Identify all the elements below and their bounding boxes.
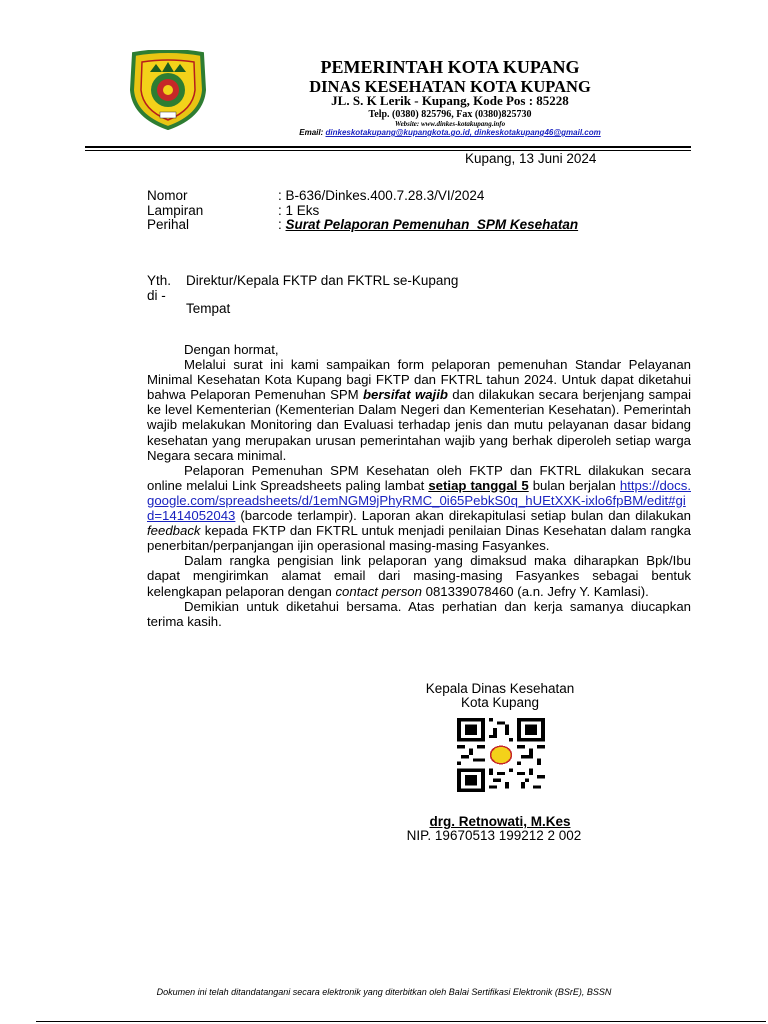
signer-name: drg. Retnowati, M.Kes [429,814,571,829]
perihal-value: : Surat Pelaporan Pemenuhan SPM Kesehatan [278,217,579,232]
agency-website: Website: www.dinkes-kotakupang.info [394,120,506,128]
letterhead-rule-thick [85,146,691,148]
lampiran-value: : 1 Eks [278,203,320,218]
agency-name: DINAS KESEHATAN KOTA KUPANG [309,77,591,96]
government-name: PEMERINTAH KOTA KUPANG [320,57,580,77]
signer-title-1: Kepala Dinas Kesehatan [425,681,575,696]
lampiran-label: Lampiran [147,203,204,218]
nomor-label: Nomor [147,188,188,203]
city-emblem-logo [126,50,210,130]
signer-nip: NIP. 19670513 199212 2 002 [406,828,582,843]
esign-footer-note: Dokumen ini telah ditandatangani secara elektronik yang diterbitkan oleh Balai Sertifikasi Elektronik (BSrE), BSSN [156,987,612,997]
paragraph-2: Pelaporan Pemenuhan SPM Kesehatan oleh FKTP dan FKTRL dilakukan secara online melalui Link Spreadsheets paling lambat setiap tanggal 5 bulan berjalan https://docs.google.com/spreadsheets/d/1emNGM9jPhyRMC_0i65PebkS0q_hUEtXXK-ixlo6fpBM/edit#gid=1414052043 (barcode terlampir). Laporan akan direkapitulasi setiap bulan dan dilakukan feedback kepada FKTP dan FKTRL untuk menjadi penilaian Dinas Kesehatan dalam rangka penerbitan/perpanjangan ijin operasional masing-masing Fasyankes. [147,462,691,554]
recipient-name: Direktur/Kepala FKTP dan FKTRL se-Kupang [186,273,459,288]
agency-phone: Telp. (0380) 825796, Fax (0380)825730 [368,109,532,120]
email-link[interactable]: dinkeskotakupang@kupangkota.go.id, dinkeskotakupang46@gmail.com [325,128,601,137]
perihal-subject: Surat Pelaporan Pemenuhan SPM Kesehatan [285,217,579,232]
recipient-place: Tempat [186,301,231,316]
signer-title-2: Kota Kupang [460,695,540,710]
perihal-label: Perihal [147,217,190,232]
greeting: Dengan hormat, [184,342,279,357]
agency-email: Email: dinkeskotakupang@kupangkota.go.id, dinkeskotakupang46@gmail.com [299,128,601,137]
signature-qr-code [457,718,545,792]
nomor-value: : B-636/Dinkes.400.7.28.3/VI/2024 [278,188,485,203]
paragraph-3: Dalam rangka pengisian link pelaporan yang dimaksud maka diharapkan Bpk/Ibu dapat mengirimkan alamat email dari masing-masing Fasyankes sebagai bentuk kelengkapan pelaporan dengan contact person 081339078460 (a.n. Jefry Y. Kamlasi). [147,553,691,599]
letterhead-rule-thin [85,150,691,151]
recipient-yth: Yth. [147,273,172,288]
footer-rule [36,1021,766,1022]
letter-body [147,342,691,629]
letter-date: Kupang, 13 Juni 2024 [465,151,597,166]
recipient-di: di - [147,288,166,303]
agency-address: JL. S. K Lerik - Kupang, Kode Pos : 85228 [331,93,569,108]
spreadsheet-link[interactable]: https://docs.google.com/spreadsheets/d/1emNGM9jPhyRMC_0i65PebkS0q_hUEtXXK-ixlo6fpBM/edit#gid=1414052043 [147,477,691,524]
paragraph-4: Demikian untuk diketahui bersama. Atas perhatian dan kerja samanya diucapkan terima kasih. [147,598,691,629]
paragraph-1: Melalui surat ini kami sampaikan form pelaporan pemenuhan Standar Pelayanan Minimal Kesehatan Kota Kupang bagi FKTP dan FKTRL tahun 2024. Untuk dapat diketahui bahwa Pelaporan Pemenuhan SPM bersifat wajib dan dilakukan secara berjenjang sampai ke level Kementerian (Kementerian Dalam Negeri dan Kementerian Kesehatan). Pemerintah wajib melakukan Monitoring dan Evaluasi terhadap jenis dan mutu pelayanan dasar bidang kesehatan yang merupakan urusan pemerintahan wajib yang berhak diperoleh setiap warga Negara secara minimal. [147,357,691,463]
